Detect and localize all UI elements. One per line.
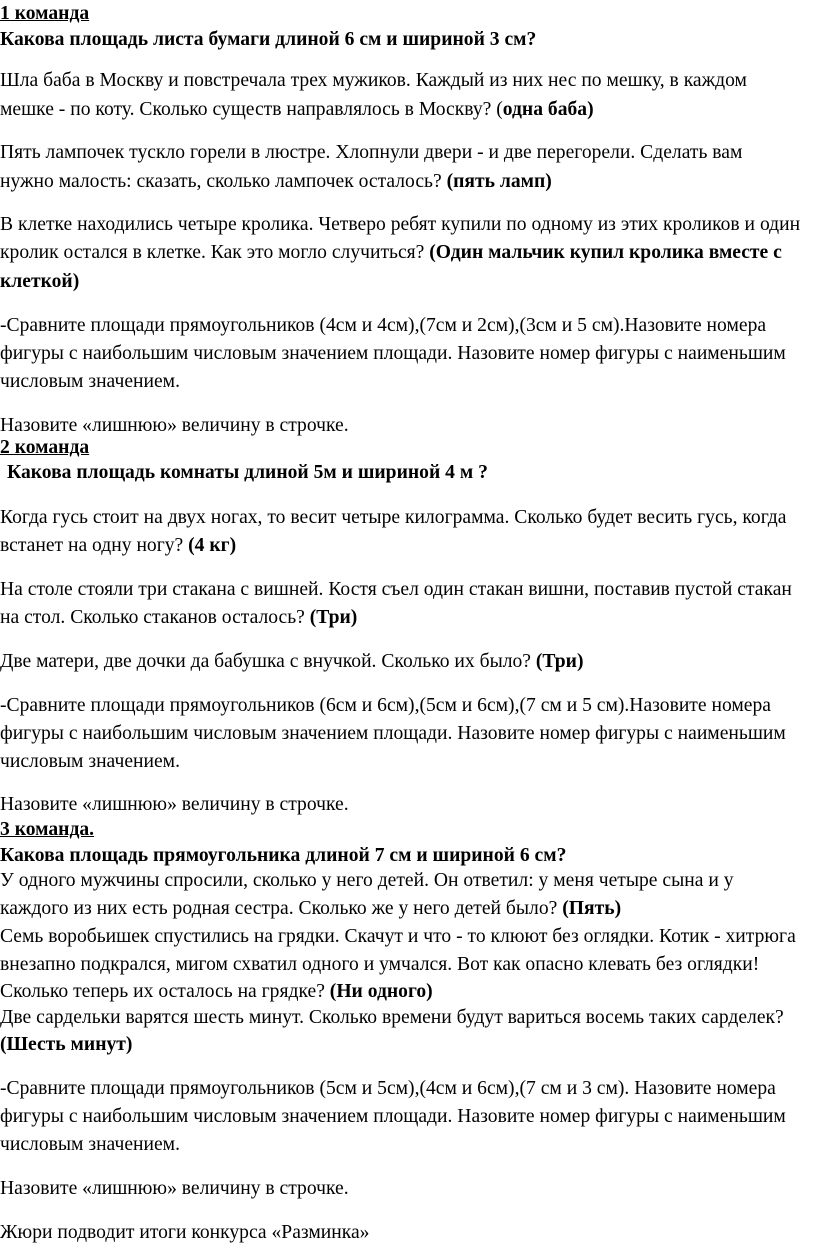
team2-riddle1-answer: (4 кг) [188,535,237,556]
team2-riddle3-answer: (Три) [535,651,584,672]
team3-question: Какова площадь прямоугольника длиной 7 см и шириной 6 см? [0,845,567,866]
team3-riddle2-text: Сколько теперь их осталось на грядке? [0,981,330,1002]
team3-riddle1-line2 [0,899,621,919]
team1-question: Какова площадь листа бумаги длиной 6 см и шириной 3 см? [0,29,537,50]
team1-odd: Назовите «лишнюю» величину в строчке. [0,415,349,436]
team1-compare-line2: фигуры с наибольшим числовым значением площади. Назовите номер фигуры с наименьшим [0,343,786,364]
team2-compare-line1: -Сравните площади прямоугольников (6см и 6см),(5см и 6см),(7 см и 5 см).Назовите номера [0,695,771,716]
team3-riddle1-line1: У одного мужчины спросили, сколько у него детей. Он ответил: у меня четыре сына и у [0,870,734,891]
team1-riddle1-line2 [0,100,594,120]
team2-question: Какова площадь комнаты длиной 5м и шириной 4 м ? [7,462,488,483]
team2-compare-line2: фигуры с наибольшим числовым значением площади. Назовите номер фигуры с наименьшим [0,723,786,744]
team3-riddle1-text: каждого из них есть родная сестра. Сколько же у него детей было? [0,898,563,919]
team3-riddle3-answer: (Шесть минут) [0,1034,133,1055]
team3-compare-line2: фигуры с наибольшим числовым значением площади. Назовите номер фигуры с наименьшим [0,1106,786,1127]
team2-heading: 2 команда [0,437,90,458]
team3-riddle3-line1: Две сардельки варятся шесть минут. Сколько времени будут вариться восемь таких сарделек? [0,1007,784,1028]
team1-compare-line3: числовым значением. [0,371,180,392]
team2-riddle2-text: на стол. Сколько стаканов осталось? [0,607,310,628]
team3-odd: Назовите «лишнюю» величину в строчке. [0,1178,349,1199]
team1-compare-line1: -Сравните площади прямоугольников (4см и 4см),(7см и 2см),(3см и 5 см).Назовите номера [0,315,767,336]
team2-compare-line3: числовым значением. [0,751,180,772]
team1-riddle2-text: нужно малость: сказать, сколько лампочек осталось? [0,171,447,192]
team3-riddle2-line1: Семь воробьишек спустились на грядки. Скачут и что - то клюют без оглядки. Котик - хитрюга [0,926,796,947]
team2-riddle3-text: Две матери, две дочки да бабушка с внучкой. Сколько их было? [0,651,536,672]
team1-riddle2-line1: Пять лампочек тускло горели в люстре. Хлопнули двери - и две перегорели. Сделать вам [0,142,743,163]
team3-heading: 3 команда. [0,819,95,840]
team3-compare-line1: -Сравните площади прямоугольников (5см и 5см),(4см и 6см),(7 см и 3 см). Назовите номера [0,1078,776,1099]
team3-compare-line3: числовым значением. [0,1134,180,1155]
team2-riddle2-line2 [0,608,357,628]
team3-riddle2-line3 [0,982,433,1002]
team1-riddle1-answer: одна баба) [502,99,594,120]
team2-riddle1-line2 [0,536,236,556]
team1-riddle1-line1: Шла баба в Москву и повстречала трех мужиков. Каждый из них нес по мешку, в каждом [0,70,747,91]
team2-riddle2-line1: На столе стояли три стакана с вишней. Костя съел один стакан вишни, поставив пустой стакан [0,579,792,600]
team1-riddle1-text: мешке - по коту. Сколько существ направлялось в Москву? ( [0,99,503,120]
team2-riddle3-line1 [0,652,583,672]
team3-riddle2-line2: внезапно подкрался, мигом схватил одного и умчался. Вот как опасно клевать без оглядки! [0,954,760,975]
team1-riddle3-line1: В клетке находились четыре кролика. Четверо ребят купили по одному из этих кроликов и один [0,214,801,235]
team2-riddle1-line1: Когда гусь стоит на двух ногах, то весит четыре килограмма. Сколько будет весить гусь, когда [0,507,787,528]
team1-heading: 1 команда [0,3,90,24]
team1-riddle3-line2 [0,243,782,263]
team3-riddle1-answer: (Пять) [562,898,622,919]
team2-odd: Назовите «лишнюю» величину в строчке. [0,794,349,815]
team2-riddle1-text: встанет на одну ногу? [0,535,189,556]
team3-riddle2-answer: (Ни одного) [329,981,433,1002]
team1-riddle2-line2 [0,172,552,192]
jury-summary: Жюри подводит итоги конкурса «Разминка» [0,1222,370,1243]
team1-riddle3-answer: (Один мальчик купил кролика вместе с [429,242,782,263]
team1-riddle3-text: кролик остался в клетке. Как это могло случиться? [0,242,430,263]
team2-riddle2-answer: (Три) [309,607,358,628]
team1-riddle2-answer: (пять ламп) [446,171,552,192]
team1-riddle3-answer-cont: клеткой) [0,271,80,292]
